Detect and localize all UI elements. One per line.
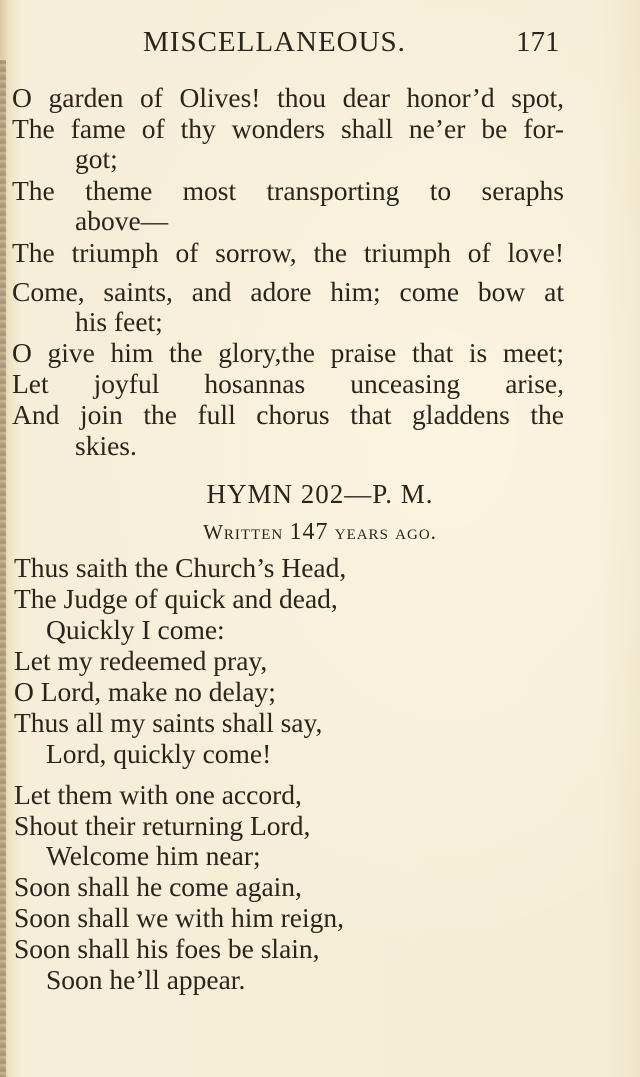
hymn-line: Thus saith the Church’s Head, bbox=[14, 552, 347, 583]
hymn-line: Soon shall his foes be slain, bbox=[14, 933, 320, 964]
hymn-line: O Lord, make no delay; bbox=[14, 676, 276, 707]
verse-line-continuation: his feet; bbox=[75, 306, 163, 337]
verse-line: Come, saints, and adore him; come bow at bbox=[12, 276, 564, 307]
page-header bbox=[0, 26, 640, 66]
verse-line: O garden of Olives! thou dear honor’d spot, bbox=[12, 82, 564, 113]
verse-line-continuation: skies. bbox=[75, 430, 137, 461]
verse-line: Let joyful hosannas unceasing arise, bbox=[12, 368, 564, 399]
hymn-line-indented: Lord, quickly come! bbox=[46, 738, 272, 769]
hymn-line: The Judge of quick and dead, bbox=[14, 583, 338, 614]
verse-line: And join the full chorus that gladdens the bbox=[12, 399, 564, 430]
verse-line: The triumph of sorrow, the triumph of love! bbox=[12, 237, 564, 268]
hymn-line: Let them with one accord, bbox=[14, 779, 302, 810]
hymn-title: HYMN 202—P. M. bbox=[206, 479, 434, 509]
verse-line: The fame of thy wonders shall ne’er be for- bbox=[12, 113, 564, 144]
hymn-line: Soon shall we with him reign, bbox=[14, 902, 344, 933]
page-binding-edge bbox=[0, 60, 6, 1077]
hymn-line: Soon shall he come again, bbox=[14, 871, 302, 902]
verse-line-continuation: above— bbox=[75, 205, 169, 236]
page-number: 171 bbox=[516, 26, 560, 58]
hymn-subtitle-years: 147 bbox=[289, 519, 329, 545]
hymn-line-indented: Quickly I come: bbox=[46, 614, 225, 645]
hymn-subtitle-prefix: Written bbox=[203, 520, 284, 544]
running-head: MISCELLANEOUS. bbox=[143, 26, 406, 58]
verse-line: The theme most transporting to seraphs bbox=[12, 175, 564, 206]
hymn-line: Thus all my saints shall say, bbox=[14, 707, 323, 738]
hymn-line-indented: Soon he’ll appear. bbox=[46, 964, 246, 995]
hymn-subtitle-suffix: years ago. bbox=[334, 520, 437, 544]
hymn-line: Let my redeemed pray, bbox=[14, 645, 268, 676]
hymn-line: Shout their returning Lord, bbox=[14, 810, 311, 841]
verse-line: O give him the glory,the praise that is meet; bbox=[12, 337, 564, 368]
verse-line-continuation: got; bbox=[75, 143, 118, 174]
hymn-subtitle bbox=[30, 519, 610, 546]
hymn-line-indented: Welcome him near; bbox=[46, 840, 261, 871]
